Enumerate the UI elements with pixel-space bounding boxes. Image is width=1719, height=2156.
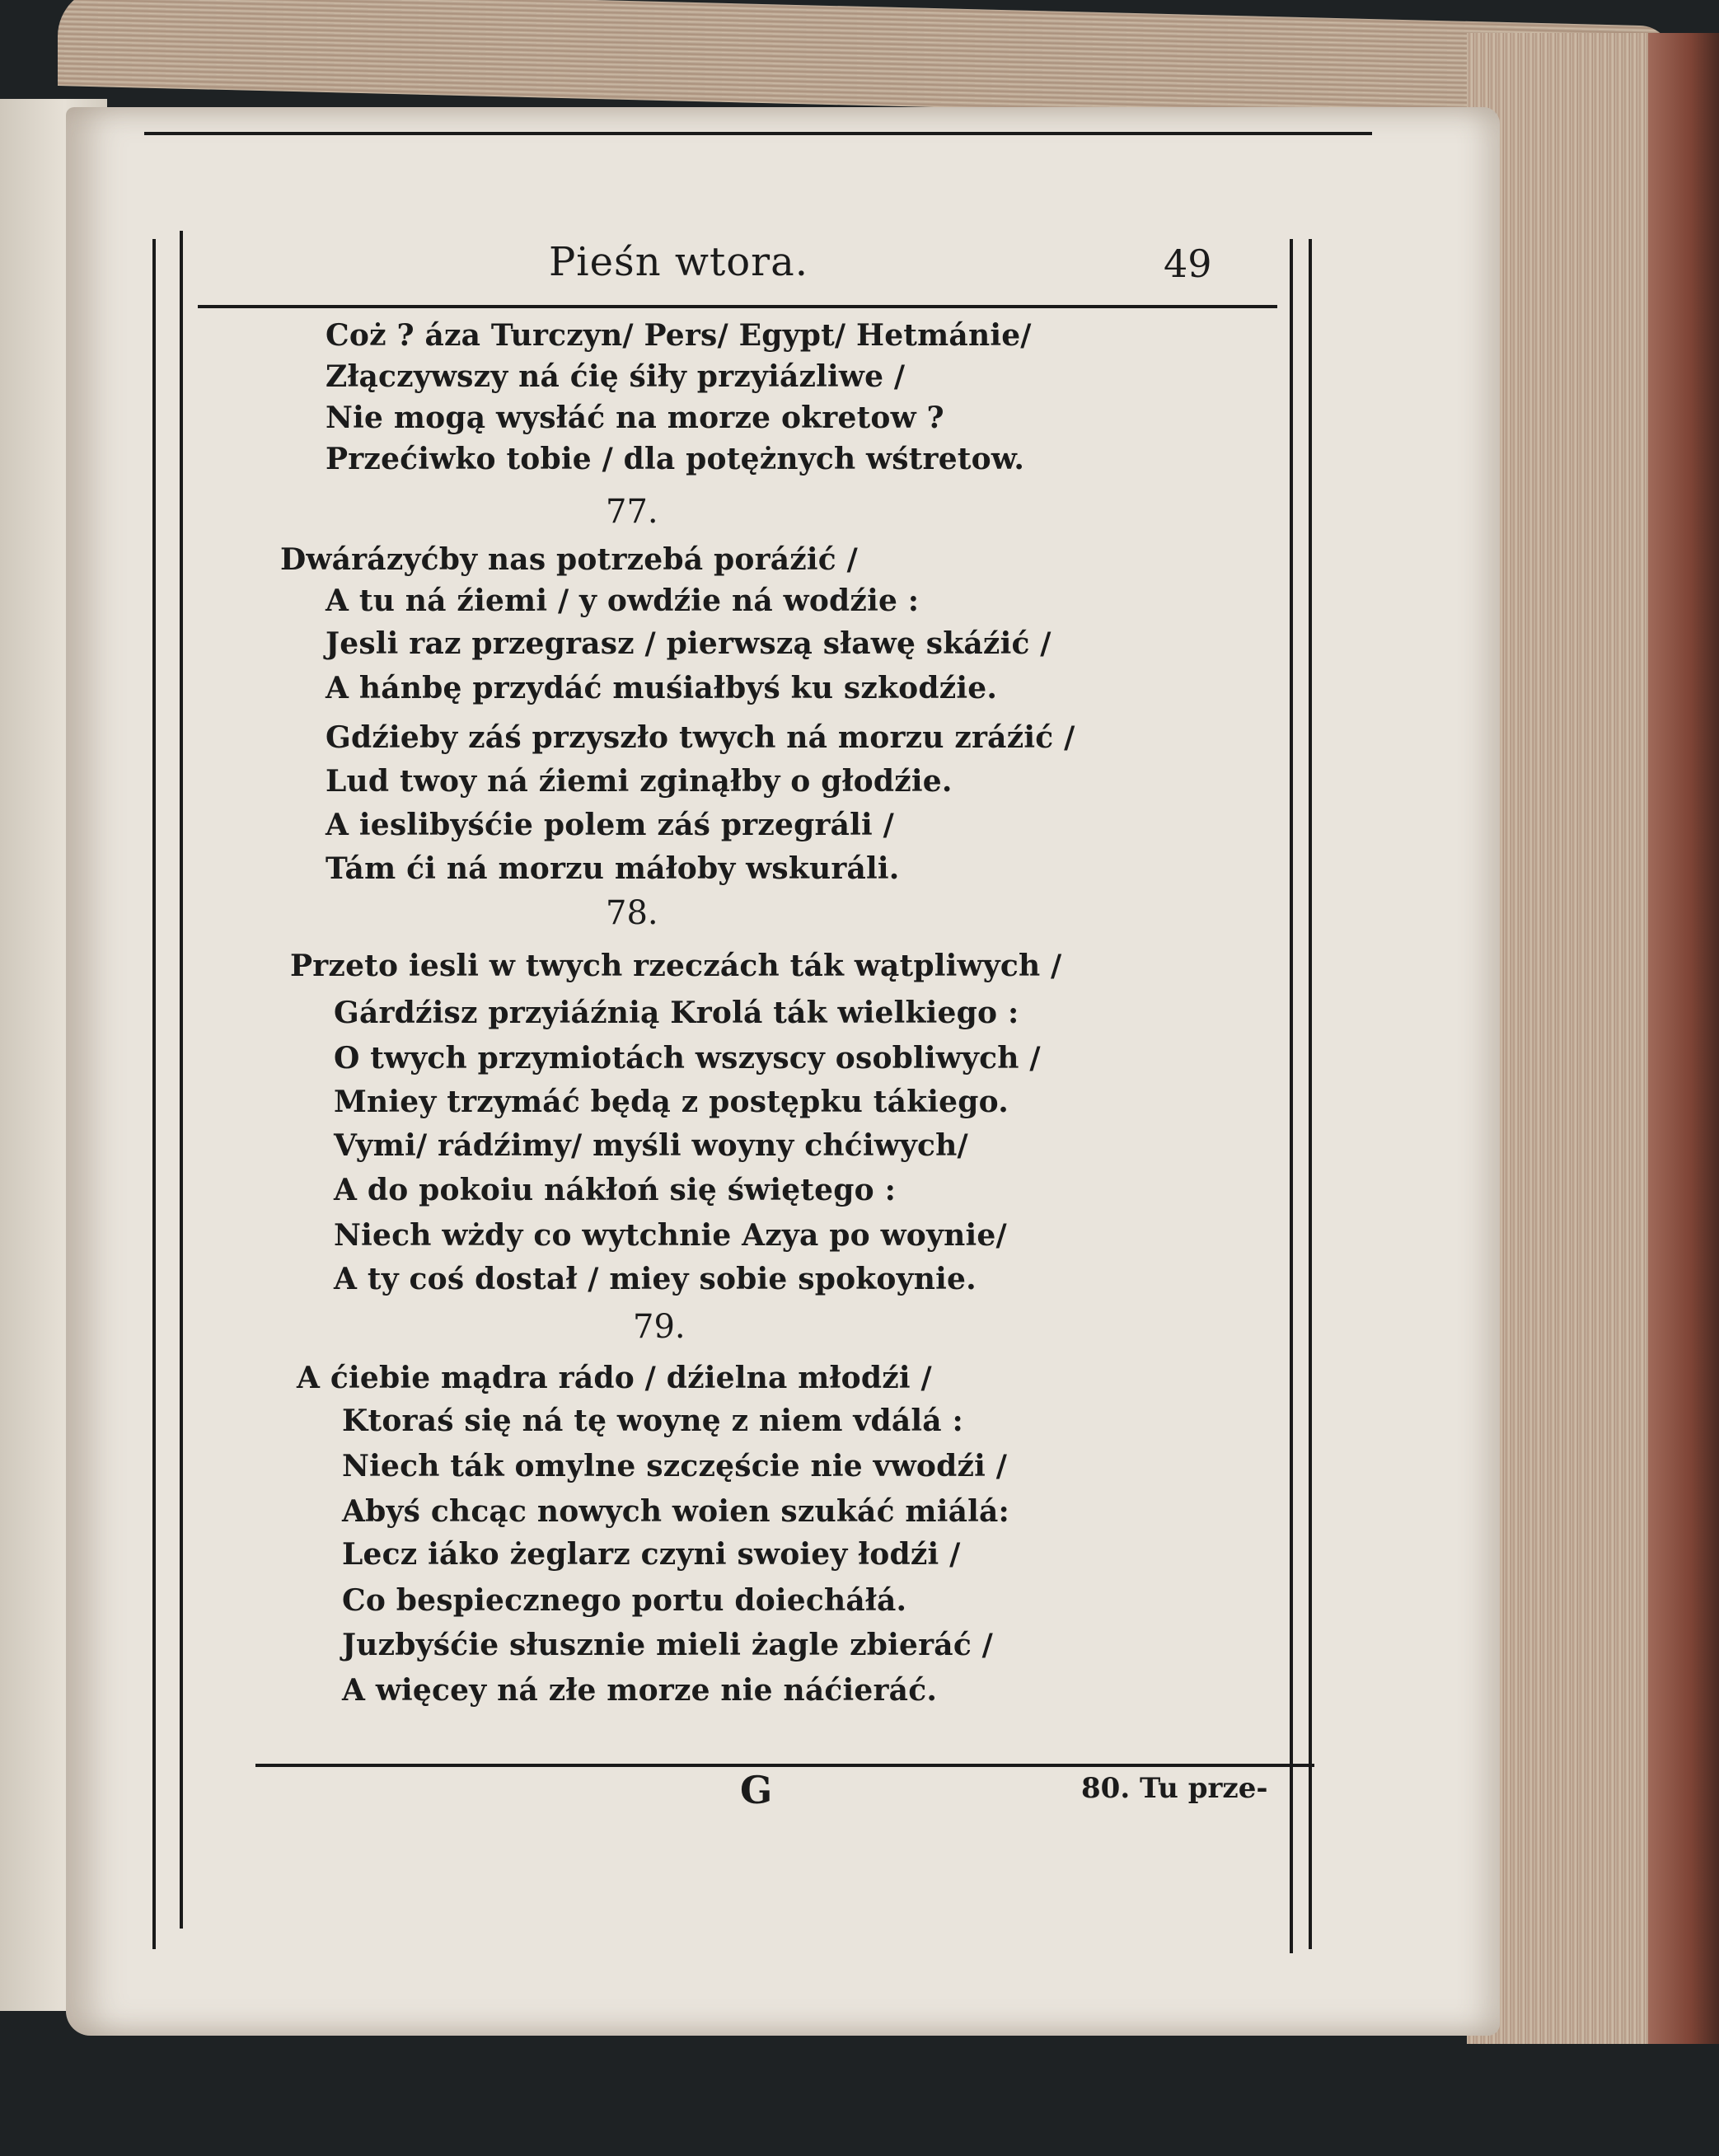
verse-line: Co bespiecznego portu doiecháłá. <box>342 1583 907 1618</box>
running-head: Pieśn wtora. <box>549 239 808 285</box>
verse-line: Juzbyśćie słusznie mieli żagle zbieráć / <box>342 1628 994 1662</box>
top-rule <box>144 132 1372 135</box>
verse-line: Nie mogą wysłáć na morze okretow ? <box>326 401 944 435</box>
verse-line: Gárdźisz przyiáźnią Krolá ták wielkiego : <box>334 996 1019 1030</box>
verse-line: Lud twoy ná źiemi zginąłby o głodźie. <box>326 764 953 799</box>
book-cover-edge <box>1648 33 1719 2044</box>
verse-line: Lecz iáko żeglarz czyni swoiey łodźi / <box>342 1537 961 1572</box>
verse-line: A ieslibyśćie polem záś przegráli / <box>326 808 894 842</box>
verse-line: Niech wżdy co wytchnie Azya po woynie/ <box>334 1218 1007 1253</box>
stanza-number: 77. <box>606 493 658 531</box>
page-number: 49 <box>1164 241 1212 286</box>
verse-line: Coż ? áza Turczyn/ Pers/ Egypt/ Hetmánie/ <box>326 318 1032 353</box>
verse-line: A ćiebie mądra rádo / dźielna młodźi / <box>297 1361 932 1395</box>
verse-line: Tám ći ná morzu máłoby wskuráli. <box>326 851 900 886</box>
signature-mark: G <box>740 1768 773 1812</box>
verse-line: Dwárázyćby nas potrzebá poráźić / <box>280 542 858 577</box>
verse-line: Przećiwko tobie / dla potężnych wśtretow. <box>326 442 1025 476</box>
verse-line: A ty coś dostał / miey sobie spokoynie. <box>334 1262 977 1296</box>
verse-line: Gdźieby záś przyszło twych ná morzu zráźić / <box>326 720 1075 755</box>
verse-line: Ktoraś się ná tę woynę z niem vdálá : <box>342 1404 964 1438</box>
stanza-number: 78. <box>606 894 658 932</box>
frame-left-inner <box>180 231 183 1929</box>
verse-line: Jesli raz przegrasz / pierwszą sławę skáźić / <box>326 626 1052 661</box>
frame-left-outer <box>152 239 156 1949</box>
frame-right-inner <box>1290 239 1293 1953</box>
footer-rule <box>255 1764 1314 1767</box>
verse-line: Mniey trzymáć będą z postępku tákiego. <box>334 1085 1009 1119</box>
verse-line: Niech ták omylne szczęście nie vwodźi / <box>342 1449 1008 1483</box>
verse-line: A więcey ná złe morze nie náćieráć. <box>342 1673 938 1708</box>
verse-line: Vymi/ rádźimy/ myśli woyny chćiwych/ <box>334 1128 968 1163</box>
header-rule <box>198 305 1277 308</box>
catchword: 80. Tu prze- <box>1081 1772 1268 1805</box>
frame-right-outer <box>1309 239 1312 1949</box>
stanza-number: 79. <box>633 1308 686 1346</box>
verse-line: A do pokoiu nákłoń się świętego : <box>334 1173 897 1207</box>
verse-line: Abyś chcąc nowych woien szukáć miálá: <box>342 1494 1010 1529</box>
verse-line: Złączywszy ná ćię śiły przyiázliwe / <box>326 359 906 394</box>
verse-line: A hánbę przydáć muśiałbyś ku szkodźie. <box>326 671 998 705</box>
verse-line: A tu ná źiemi / y owdźie ná wodźie : <box>326 584 920 618</box>
verse-line: O twych przymiotách wszyscy osobliwych / <box>334 1041 1041 1076</box>
verse-line: Przeto iesli w twych rzeczách ták wątpliwych / <box>290 949 1062 983</box>
